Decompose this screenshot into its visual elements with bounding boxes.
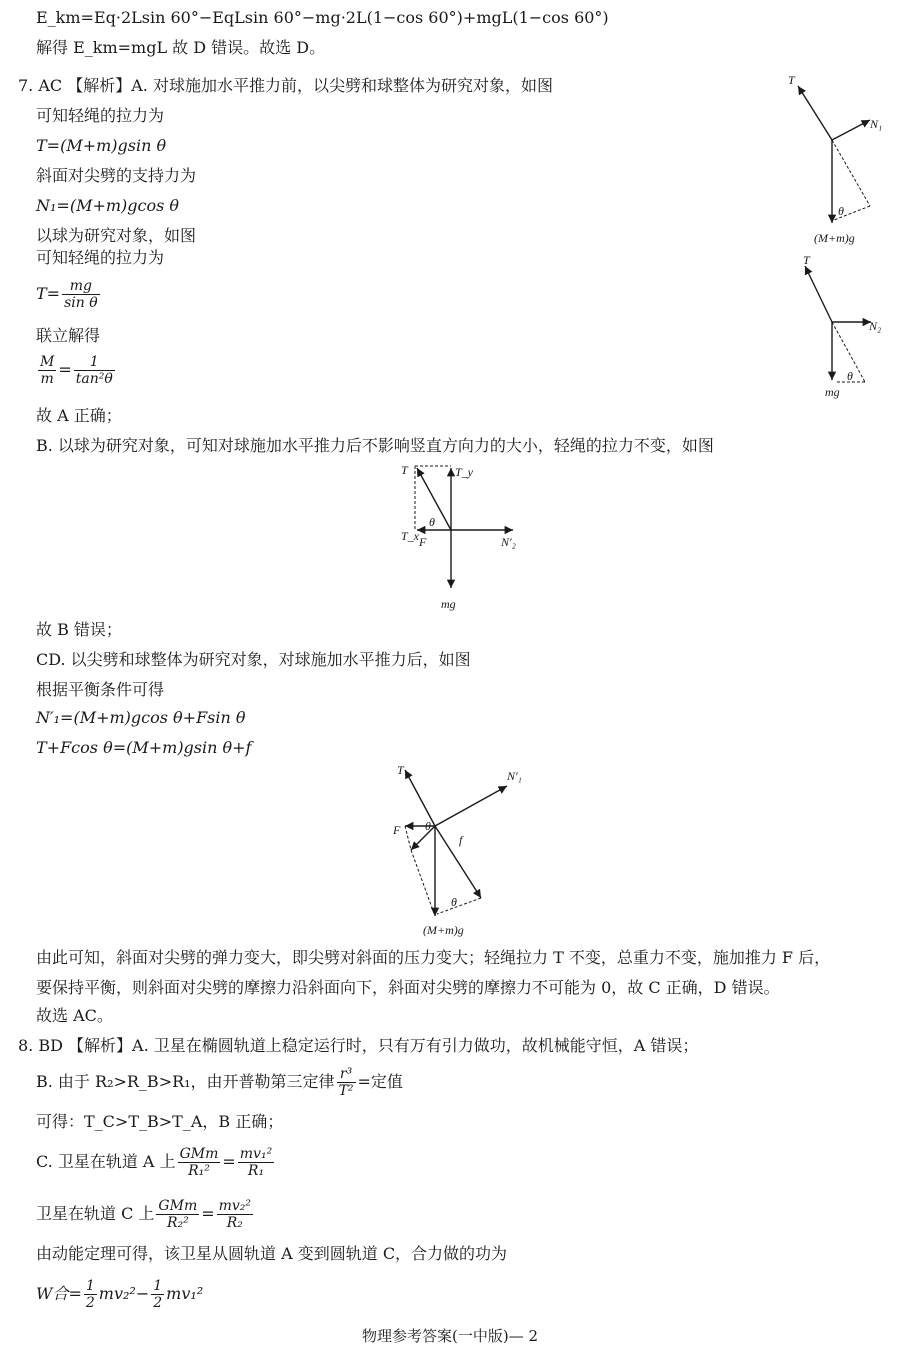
fraction — [62, 278, 100, 311]
numerator: mg — [62, 278, 100, 295]
numerator: mv₁² — [239, 1146, 273, 1162]
text-span: B. 由于 R₂>R_B>R₁，由开普勒第三定律 — [36, 1072, 335, 1091]
label-f: f — [459, 833, 463, 847]
text-span: mv₁² — [166, 1284, 204, 1303]
label-gravity: mg — [825, 385, 840, 399]
label-F: F — [393, 823, 401, 837]
denominator: T² — [338, 1083, 354, 1099]
label-Ty: T_y — [455, 465, 473, 479]
label-T: T — [401, 463, 408, 477]
label-theta-bottom: θ — [451, 895, 457, 909]
numerator: M — [40, 354, 55, 370]
fraction — [238, 1146, 274, 1179]
numerator: r³ — [337, 1066, 356, 1083]
label-theta: θ — [838, 204, 844, 218]
equals-sign: = — [222, 1152, 236, 1171]
text-line: 斜面对尖劈的支持力为 — [36, 166, 197, 185]
formula-line: N′₁=(M+m)gcos θ+Fsin θ — [36, 708, 246, 727]
formula-line: T+Fcos θ=(M+m)gsin θ+f — [36, 738, 252, 757]
denominator: R₂² — [166, 1215, 189, 1231]
denominator: sin θ — [64, 295, 98, 311]
text-line: CD. 以尖劈和球整体为研究对象，对球施加水平推力后，如图 — [36, 650, 471, 669]
fraction — [74, 354, 115, 387]
label-gravity: (M+m)g — [423, 923, 464, 937]
label-gravity: (M+m)g — [814, 231, 855, 245]
denominator: R₂ — [226, 1215, 243, 1231]
formula-line — [36, 278, 102, 311]
label-theta-top: θ — [425, 819, 431, 833]
text-span: =定值 — [357, 1072, 403, 1091]
label-N1-prime: N′₁ — [507, 769, 522, 783]
equals-sign: = — [58, 360, 72, 379]
formula-line — [36, 1146, 276, 1179]
text-span: 卫星在轨道 C 上 — [36, 1204, 155, 1223]
label-N2-prime: N′₂ — [501, 535, 516, 549]
force-diagram-whole-system-with-push — [385, 760, 545, 940]
label-F: F — [419, 535, 427, 549]
fraction — [178, 1146, 221, 1179]
fraction — [38, 354, 56, 387]
conclusion-line: 解得 E_km=mgL 故 D 错误。故选 D。 — [36, 38, 326, 57]
force-diagram-whole-system — [780, 68, 900, 248]
text-line: 联立解得 — [36, 326, 101, 345]
denominator: R₁ — [247, 1163, 265, 1179]
text-line: 由此可知，斜面对尖劈的弹力变大，即尖劈对斜面的压力变大；轻绳拉力 T 不变，总重力不变，施加推力 F 后， — [36, 948, 831, 967]
force-diagram-ball-with-push — [395, 458, 535, 614]
equation-line: E_km=Eq·2Lsin 60°−EqLsin 60°−mg·2L(1−cos 60°)+mgL(1−cos 60°) — [36, 8, 609, 27]
text-line: 由动能定理可得，该卫星从圆轨道 A 变到圆轨道 C，合力做的功为 — [36, 1244, 508, 1263]
question-7-heading: 7. AC 【解析】A. 对球施加水平推力前，以尖劈和球整体为研究对象，如图 — [18, 76, 553, 95]
denominator: 2 — [153, 1295, 163, 1311]
fraction — [337, 1066, 356, 1099]
numerator: mv₂² — [218, 1198, 252, 1214]
fraction — [151, 1278, 164, 1311]
text-line: 可知轻绳的拉力为 — [36, 106, 165, 125]
text-line: 以球为研究对象，如图 — [36, 226, 197, 245]
label-T: T — [788, 73, 795, 87]
numerator: 1 — [85, 1278, 95, 1294]
text-line: B. 以球为研究对象，可知对球施加水平推力后不影响竖直方向力的大小，轻绳的拉力不变，如图 — [36, 436, 714, 455]
text-line: 故选 AC。 — [36, 1006, 113, 1025]
denominator: m — [40, 371, 54, 387]
equals-sign: = — [201, 1204, 215, 1223]
formula-lhs: T= — [36, 284, 61, 303]
text-span: C. 卫星在轨道 A 上 — [36, 1152, 176, 1171]
formula-line — [36, 1278, 203, 1311]
denominator: tan²θ — [75, 371, 113, 387]
label-T: T — [803, 253, 810, 267]
formula-line — [36, 1066, 403, 1099]
label-gravity: mg — [441, 597, 456, 611]
numerator: GMm — [179, 1146, 219, 1162]
fraction — [156, 1198, 199, 1231]
fraction — [84, 1278, 97, 1311]
text-line: 根据平衡条件可得 — [36, 680, 165, 699]
formula-line: T=(M+m)gsin θ — [36, 136, 167, 155]
force-diagram-ball — [795, 250, 900, 400]
denominator: R₁² — [188, 1163, 210, 1179]
numerator: 1 — [74, 354, 115, 371]
text-line: 可知轻绳的拉力为 — [36, 248, 165, 267]
label-T: T — [397, 763, 404, 777]
label-theta: θ — [847, 369, 853, 383]
text-line: 可得：T_C>T_B>T_A，B 正确； — [36, 1112, 284, 1131]
fraction — [217, 1198, 253, 1231]
formula-line — [36, 1198, 255, 1231]
text-line: 要保持平衡，则斜面对尖劈的摩擦力沿斜面向下，斜面对尖劈的摩擦力不可能为 0，故 C 正确，D 错误。 — [36, 978, 780, 997]
label-N1: N₁ — [870, 117, 883, 131]
label-N2: N₂ — [869, 319, 882, 333]
formula-line: N₁=(M+m)gcos θ — [36, 196, 180, 215]
numerator: GMm — [158, 1198, 198, 1214]
denominator: 2 — [85, 1295, 95, 1311]
numerator: 1 — [153, 1278, 163, 1294]
text-span: mv₂²− — [98, 1284, 150, 1303]
formula-line — [36, 354, 117, 387]
text-line: 故 B 错误； — [36, 620, 122, 639]
label-Tx: T_x — [401, 529, 419, 543]
page-footer: 物理参考答案(一中版)— 2 — [361, 1327, 539, 1345]
label-theta: θ — [429, 515, 435, 529]
question-8-heading: 8. BD 【解析】A. 卫星在椭圆轨道上稳定运行时，只有万有引力做功，故机械能守恒，A 错误； — [18, 1036, 699, 1055]
formula-lhs: W合= — [36, 1284, 82, 1303]
text-line: 故 A 正确； — [36, 406, 122, 425]
